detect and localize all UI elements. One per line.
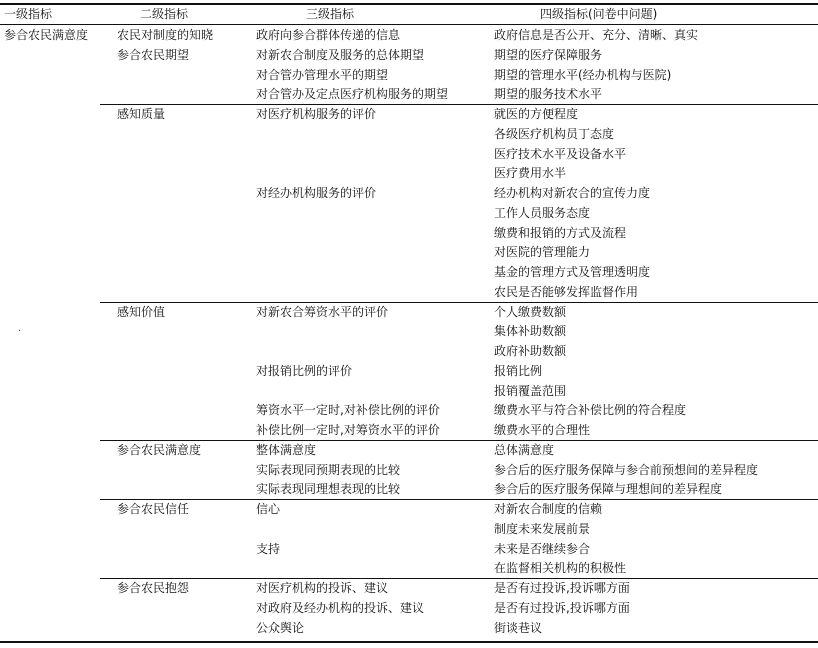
second-level-indicator: 参合农民信任 [117,502,190,516]
group-divider [100,499,818,500]
fourth-level-question: 对新农合制度的信赖 [494,502,603,516]
fourth-level-question: 农民是否能够发挥监督作用 [494,285,639,299]
fourth-level-question: 就医的方便程度 [494,107,579,121]
fourth-level-question: 缴费水平与符合补偿比例的符合程度 [494,403,687,417]
third-level-indicator: 对报销比例的评价 [256,364,353,378]
header-level-4: 四级指标(问卷中问题) [540,7,658,21]
third-level-indicator: 支持 [256,542,281,556]
second-level-indicator: 感知价值 [117,305,166,319]
third-level-indicator: 公众舆论 [256,621,305,635]
third-level-indicator: 对新农合筹资水平的评价 [256,305,389,319]
third-level-indicator: 对医疗机构的投诉、建议 [256,581,389,595]
fourth-level-question: 缴费水平的合理性 [494,423,591,437]
bottom-rule [0,641,818,643]
first-level-indicator: 参合农民满意度 [4,28,89,42]
third-level-indicator: 实际表现同理想表现的比较 [256,482,401,496]
second-level-indicator: 参合农民满意度 [117,443,202,457]
fourth-level-question: 是否有过投诉,投诉哪方面 [494,601,630,615]
fourth-level-question: 期望的服务技术水平 [494,87,603,101]
header-level-1: 一级指标 [4,7,53,21]
third-level-indicator: 实际表现同预期表现的比较 [256,463,401,477]
third-level-indicator: 政府向参合群体传递的信息 [256,28,401,42]
second-level-indicator: 参合农民抱怨 [117,581,190,595]
fourth-level-question: 缴费和报销的方式及流程 [494,226,627,240]
third-level-indicator: 对经办机构服务的评价 [256,186,377,200]
third-level-indicator: 对合管办管理水平的期望 [256,68,389,82]
header-level-2: 二级指标 [140,7,189,21]
second-level-indicator: 参合农民期望 [117,48,190,62]
fourth-level-question: 各级医疗机构员丁态度 [494,127,615,141]
third-level-indicator: 对医疗机构服务的评价 [256,107,377,121]
third-level-indicator: 筹资水平一定时,对补偿比例的评价 [256,403,440,417]
fourth-level-question: 个人缴费数额 [494,305,567,319]
fourth-level-question: 制度未来发展前景 [494,522,591,536]
fourth-level-question: 在监督相关机构的积极性 [494,561,627,575]
third-level-indicator: 整体满意度 [256,443,317,457]
third-level-indicator: 对政府及经办机构的投诉、建议 [256,601,425,615]
fourth-level-question: 政府信息是否公开、充分、清晰、真实 [494,28,699,42]
fourth-level-question: 街谈巷议 [494,621,543,635]
fourth-level-question: 期望的医疗保障服务 [494,48,603,62]
fourth-level-question: 政府补助数额 [494,344,567,358]
header-rule [0,24,818,25]
fourth-level-question: 经办机构对新农合的宣传力度 [494,186,651,200]
third-level-indicator: 对合管办及定点医疗机构服务的期望 [256,87,449,101]
third-level-indicator: 信心 [256,502,281,516]
group-divider [100,440,818,441]
group-divider [100,578,818,579]
fourth-level-question: 对医院的管理能力 [494,245,591,259]
second-level-indicator: 感知质量 [117,107,166,121]
fourth-level-question: 工作人员服务态度 [494,206,591,220]
stray-mark: · [18,326,22,337]
fourth-level-question: 参合后的医疗服务保障与参合前预想间的差异程度 [494,463,759,477]
group-divider [100,302,818,303]
fourth-level-question: 基金的管理方式及管理透明度 [494,265,651,279]
fourth-level-question: 报销比例 [494,364,543,378]
top-rule [0,3,818,5]
fourth-level-question: 期望的管理水平(经办机构与医院) [494,68,672,82]
group-divider [100,104,818,105]
third-level-indicator: 补偿比例一定时,对筹资水平的评价 [256,423,440,437]
third-level-indicator: 对新农合制度及服务的总体期望 [256,48,425,62]
fourth-level-question: 医疗费用水半 [494,166,567,180]
fourth-level-question: 总体满意度 [494,443,555,457]
fourth-level-question: 报销覆盖范围 [494,384,567,398]
fourth-level-question: 医疗技术水平及设备水平 [494,147,627,161]
header-level-3: 三级指标 [306,7,355,21]
fourth-level-question: 参合后的医疗服务保障与理想间的差异程度 [494,482,723,496]
fourth-level-question: 集体补助数额 [494,324,567,338]
second-level-indicator: 农民对制度的知晓 [117,28,214,42]
fourth-level-question: 是否有过投诉,投诉哪方面 [494,581,630,595]
fourth-level-question: 未来是否继续参合 [494,542,591,556]
